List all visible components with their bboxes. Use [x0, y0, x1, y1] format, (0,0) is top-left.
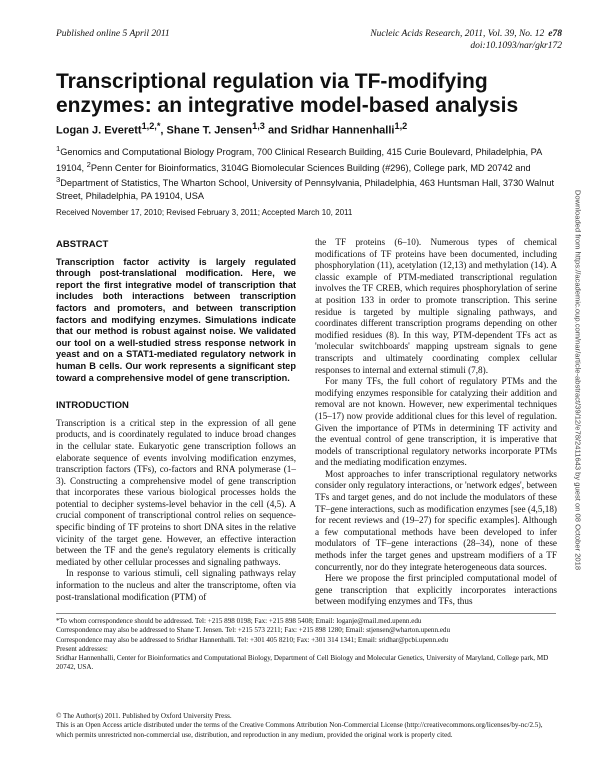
footnote: Correspondence may also be addressed to Sridhar Hannenhalli. Tel: +301 405 8210; Fax: +301 314 1341; Email: sridhar@pcbi.upenn.edu — [56, 635, 449, 644]
left-column — [56, 239, 296, 603]
author-superscript: 1,2 — [394, 121, 408, 131]
download-watermark — [571, 140, 585, 620]
right-column — [315, 237, 557, 608]
author-name: Shane T. Jensen — [166, 124, 253, 137]
article-title: Transcriptional regulation via TF-modifying enzymes: an integrative model-based analysis — [56, 70, 519, 117]
abstract-heading: ABSTRACT — [56, 239, 109, 250]
body-paragraph: In response to various stimuli, cell signaling pathways relay information to the nucleus and alter the transcriptome, often via post-translational modification (PTM) of — [56, 568, 296, 602]
affiliation-text: Genomics and Computational Biology Program, 700 Clinical Research Building, 415 Curie Boulevard, Philadelphia, PA 19104, — [56, 147, 542, 173]
author-name: Sridhar Hannenhalli — [290, 124, 395, 137]
page-id: e78 — [548, 29, 562, 39]
copyright-line: © The Author(s) 2011. Published by Oxford University Press. — [56, 712, 232, 720]
affiliations — [56, 143, 556, 203]
license-text: This is an Open Access article distributed under the terms of the Creative Commons Attribution Non-Commercial License (http://creativecommons.org/licenses/by-nc/2.5), which permits unrestricted non-commercial use, distribution, and reproduction in any medium, provided the original work is properly cited. — [56, 721, 543, 739]
received-dates: Received November 17, 2010; Revised February 3, 2011; Accepted March 10, 2011 — [56, 208, 353, 217]
introduction-heading: INTRODUCTION — [56, 400, 129, 412]
journal-citation — [370, 29, 562, 39]
journal-name: Nucleic Acids Research, 2011, Vol. 39, No. 12 — [370, 29, 545, 39]
footnote: *To whom correspondence should be addressed. Tel: +215 898 0198; Fax: +215 898 5408; Email: loganje@mail.med.upenn.edu — [56, 617, 422, 625]
body-paragraph: Transcription is a critical step in the expression of all gene products, and is coordinately regulated to induce broad changes in the cellular state. Eukaryotic gene transcription follows an elaborate sequence of events involving modification enzymes, transcription factors (TFs), co-factors and RNA polymerase (1–3). Constructing a comprehensive model of gene transcription that incorporates these various biological processes holds the potential to decipher systems-level behavior in the cell (4,5). A crucial component of transcriptional control relies on sequence-specific binding of TF proteins to short DNA sites in the relative vicinity of the target gene. However, an effective interaction between the TF and the gene's regulatory elements is critically mediated by other cellular processes and signaling pathways. — [56, 417, 296, 567]
footnote: Sridhar Hannenhalli, Center for Bioinformatics and Computational Biology, Department of Cell Biology and Molecular Genetics, University of Maryland, College park, MD 20742, USA. — [56, 654, 549, 672]
affiliation-superscript: 3 — [56, 175, 61, 185]
author-conjunction: and — [267, 124, 288, 137]
body-paragraph: Most approaches to infer transcriptional regulatory networks consider only regulatory interactions, or 'network edges', between TFs and target genes, and do not include the modulators of these TF–gene interactions, such as modification enzymes [see (4,5,18) for recent reviews and (19–27) for specific examples]. Although a few computational methods have been developed to infer modulators of TF–gene interactions (28–34), none of these methods infer the target genes and upstream modifiers of a TF concurrently, nor do they integrate heterogeneous data sources. — [315, 468, 557, 572]
author-superscript: 1,3 — [252, 121, 265, 131]
affiliation-superscript: 2 — [86, 159, 91, 169]
abstract-text: Transcription factor activity is largely regulated through post-translational modification. Here, we report the first integrative model of transcription that includes both interactions between transcription factors and promoters, and between transcription factors and modifying enzymes. Simulations indicate that our method is robust against noise. We validated our tool on a well-studied stress response network in yeast and on a STAT1-mediated regulatory network in human B cells. Our work represents a significant step toward a comprehensive model of gene transcription. — [56, 256, 296, 383]
author-name: Logan J. Everett — [56, 124, 142, 137]
footnotes — [56, 617, 556, 673]
body-paragraph: Here we propose the first principled computational model of gene transcription that explicitly incorporates interactions between modifying enzymes and TFs, thus — [315, 573, 557, 607]
affiliation-superscript: 1 — [56, 144, 61, 153]
license-block — [56, 712, 556, 740]
page-header — [56, 29, 562, 51]
download-watermark-text: Downloaded from https://academic.oup.com/nar/article-abstract/39/12/e78/2411643 by guest on 08 October 2018 — [573, 189, 583, 571]
footnote-divider — [56, 613, 556, 614]
body-paragraph: For many TFs, the full cohort of regulatory PTMs and the modifying enzymes responsible for catalyzing their addition and removal are not known. However, new experimental techniques (15–17) now provide additional clues for this level of regulation. Given the importance of PTMs in determining TF activity and the eventual control of gene transcription, it is imperative that models of transcriptional regulatory networks incorporate PTMs and the mediating modification enzymes. — [315, 376, 557, 468]
author-superscript: 1,2,* — [141, 121, 161, 131]
footnote: Correspondence may also be addressed to Shane T. Jensen. Tel: +215 573 2211; Fax: +215 898 1280; Email: stjensen@wharton.upenn.edu — [56, 626, 451, 635]
author-list: Logan J. Everett$^{1,2,*}$, Shane T. Jensen$^{1,3}$ and Sridhar Hannenhalli$^{1,2}$ — [56, 121, 408, 137]
affiliation-text: Department of Statistics, The Wharton School, University of Pennsylvania, Philadelphia, 463 Huntsman Hall, 3730 Walnut Street, Philadelphia, PA 19104, USA — [56, 178, 555, 201]
affiliation-text: Penn Center for Bioinformatics, 3104G Biomolecular Sciences Building (#296), College park, MD 20742 and — [90, 162, 531, 173]
body-paragraph: the TF proteins (6–10). Numerous types of chemical modifications of TF proteins have been documented, including phosphorylation (11), acetylation (12,13) and methylation (14). A classic example of PTM-mediated transcriptional regulation involves the TF CREB, which requires phosphorylation of serine at position 133 in order to promote transcription. This serine residue is targeted by multiple signaling pathways, and coordinates different transcription programs depending on other modified residues (8). In this way, PTM-dependent TFs act as 'molecular switchboards' mapping upstream signals to gene transcripts and ultimately coordinating complex cellular responses to internal and external stimuli (7,8). — [315, 237, 557, 375]
doi: doi:10.1093/nar/gkr172 — [470, 41, 562, 51]
published-date: Published online 5 April 2011 — [56, 29, 170, 39]
footnote: Present addresses: — [56, 644, 108, 653]
